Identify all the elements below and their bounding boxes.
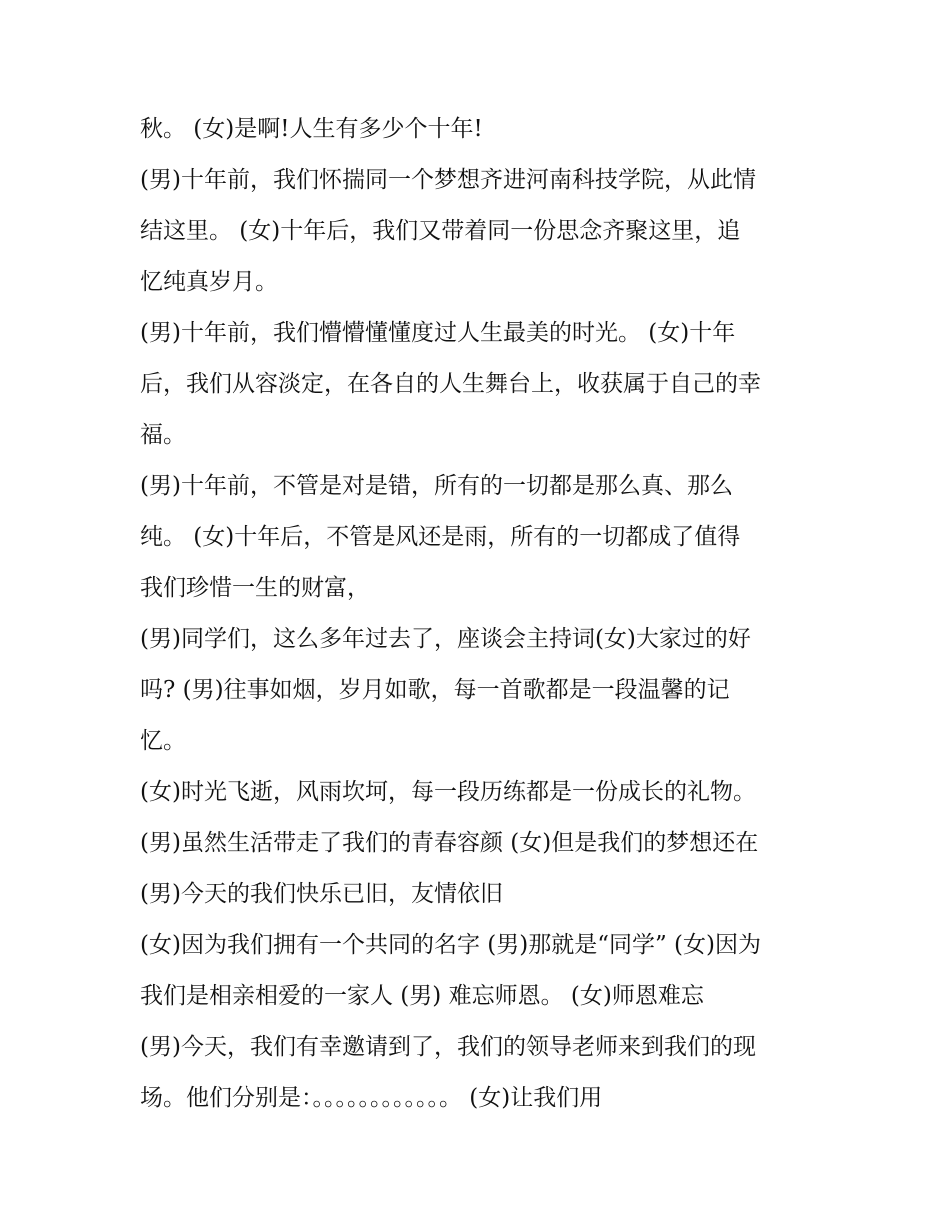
text-line: (女)时光飞逝，风雨坎坷，每一段历练都是一份成长的礼物。 [140, 779, 756, 805]
text-line: 吗? (男)往事如烟，岁月如歌，每一首歌都是一段温馨的记 [140, 677, 730, 703]
text-line: 后，我们从容淡定，在各自的人生舞台上，收获属于自己的幸 [140, 371, 761, 397]
text-line: 结这里。 (女)十年后，我们又带着同一份思念齐聚这里，追 [140, 218, 741, 244]
text-line: (男)十年前，我们懵懵懂懂度过人生最美的时光。 (女)十年 [140, 320, 736, 346]
text-line: 纯。 (女)十年后，不管是风还是雨，所有的一切都成了值得 [140, 524, 741, 550]
text-line: (男)虽然生活带走了我们的青春容颜 (女)但是我们的梦想还在 [140, 830, 759, 856]
document-body [140, 104, 840, 1124]
text-line: 福。 [140, 422, 186, 448]
text-line: 忆。 [140, 728, 186, 754]
text-line: 秋。 (女)是啊!人生有多少个十年! [140, 116, 483, 142]
text-line: (男)十年前，我们怀揣同一个梦想齐进河南科技学院，从此情 [140, 167, 756, 193]
text-line: 我们珍惜一生的财富， [140, 575, 370, 601]
text-line: (男)同学们，这么多年过去了，座谈会主持词(女)大家过的好 [140, 626, 751, 652]
text-line: 场。他们分别是：。。。。。。。。。。。。 (女)让我们用 [140, 1085, 603, 1111]
text-line: (男)今天的我们快乐已旧，友情依旧 [140, 881, 503, 907]
text-line: (女)因为我们拥有一个共同的名字 (男)那就是“同学” (女)因为 [140, 932, 761, 958]
text-line: (男)今天，我们有幸邀请到了，我们的领导老师来到我们的现 [140, 1034, 756, 1060]
text-line: (男)十年前，不管是对是错，所有的一切都是那么真、那么 [140, 473, 733, 499]
text-line: 忆纯真岁月。 [140, 269, 278, 295]
text-line: 我们是相亲相爱的一家人 (男) 难忘师恩。 (女)师恩难忘 [140, 983, 704, 1009]
